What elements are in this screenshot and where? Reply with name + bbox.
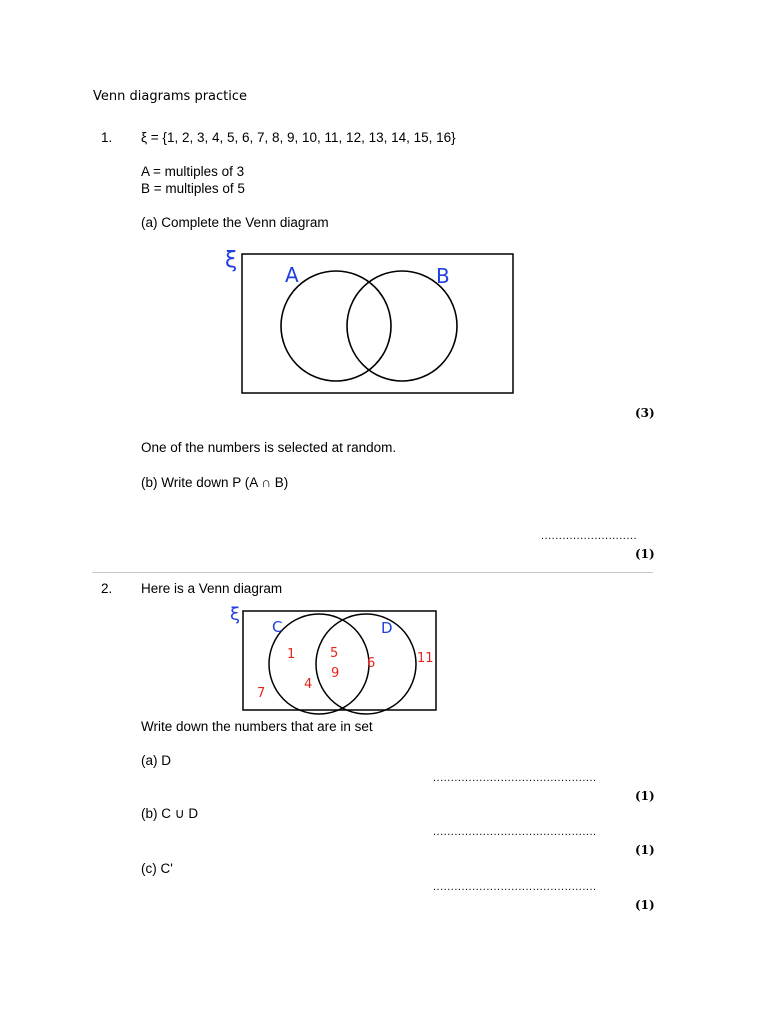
q2-part-a: (a) D xyxy=(141,753,171,768)
q1-venn-diagram xyxy=(220,240,520,400)
q1-marks-b: (1) xyxy=(635,547,655,561)
q1-universal-rectangle xyxy=(242,254,513,393)
q1-definition-b: B = multiples of 5 xyxy=(141,181,245,196)
q2-instruction: Write down the numbers that are in set xyxy=(141,719,373,734)
q2-answer-line-c[interactable]: .............................................. xyxy=(433,881,597,893)
q2-label-d: D xyxy=(381,619,393,637)
q2-number-intersection: 5 xyxy=(330,646,339,661)
q2-intro: Here is a Venn diagram xyxy=(141,581,283,596)
document-title: Venn diagrams practice xyxy=(93,89,248,104)
q2-number-c-only: 1 xyxy=(287,647,296,662)
q2-venn-diagram xyxy=(225,600,445,715)
q1-universal-set: ξ = {1, 2, 3, 4, 5, 6, 7, 8, 9, 10, 11, 12, 13, 14, 15, 16} xyxy=(141,130,456,145)
q2-answer-line-a[interactable]: .............................................. xyxy=(433,772,597,784)
q1-circle-a xyxy=(281,271,391,381)
q2-part-b: (b) C ∪ D xyxy=(141,806,199,821)
q2-circle-d xyxy=(316,614,416,714)
q2-number-c-only: 4 xyxy=(304,677,313,692)
q2-marks-c: (1) xyxy=(635,898,655,912)
q2-number-outside: 7 xyxy=(257,686,266,701)
q1-marks-a: (3) xyxy=(635,406,655,420)
q1-definition-a: A = multiples of 3 xyxy=(141,164,245,179)
q1-answer-line-b[interactable]: ........................... xyxy=(541,530,638,542)
q2-marks-a: (1) xyxy=(635,789,655,803)
q2-part-c: (c) C' xyxy=(141,861,173,876)
q1-random-text: One of the numbers is selected at random. xyxy=(141,440,397,455)
q1-label-a: A xyxy=(285,263,299,287)
q1-part-a: (a) Complete the Venn diagram xyxy=(141,215,329,230)
section-divider xyxy=(92,572,653,573)
q2-number-d-only: 6 xyxy=(367,656,376,671)
q2-xi-symbol: ξ xyxy=(230,604,241,625)
q2-label-c: C xyxy=(272,618,283,636)
q1-label-b: B xyxy=(436,264,450,288)
q2-number-intersection: 9 xyxy=(331,666,340,681)
q2-answer-line-b[interactable]: .............................................. xyxy=(433,826,597,838)
q2-number-outside: 11 xyxy=(417,651,434,666)
q1-part-b: (b) Write down P (A ∩ B) xyxy=(141,475,289,490)
q1-xi-symbol: ξ xyxy=(225,248,238,273)
q2-marks-b: (1) xyxy=(635,843,655,857)
q2-circle-c xyxy=(269,614,369,714)
q1-number: 1. xyxy=(101,130,113,145)
q2-number: 2. xyxy=(101,581,113,596)
